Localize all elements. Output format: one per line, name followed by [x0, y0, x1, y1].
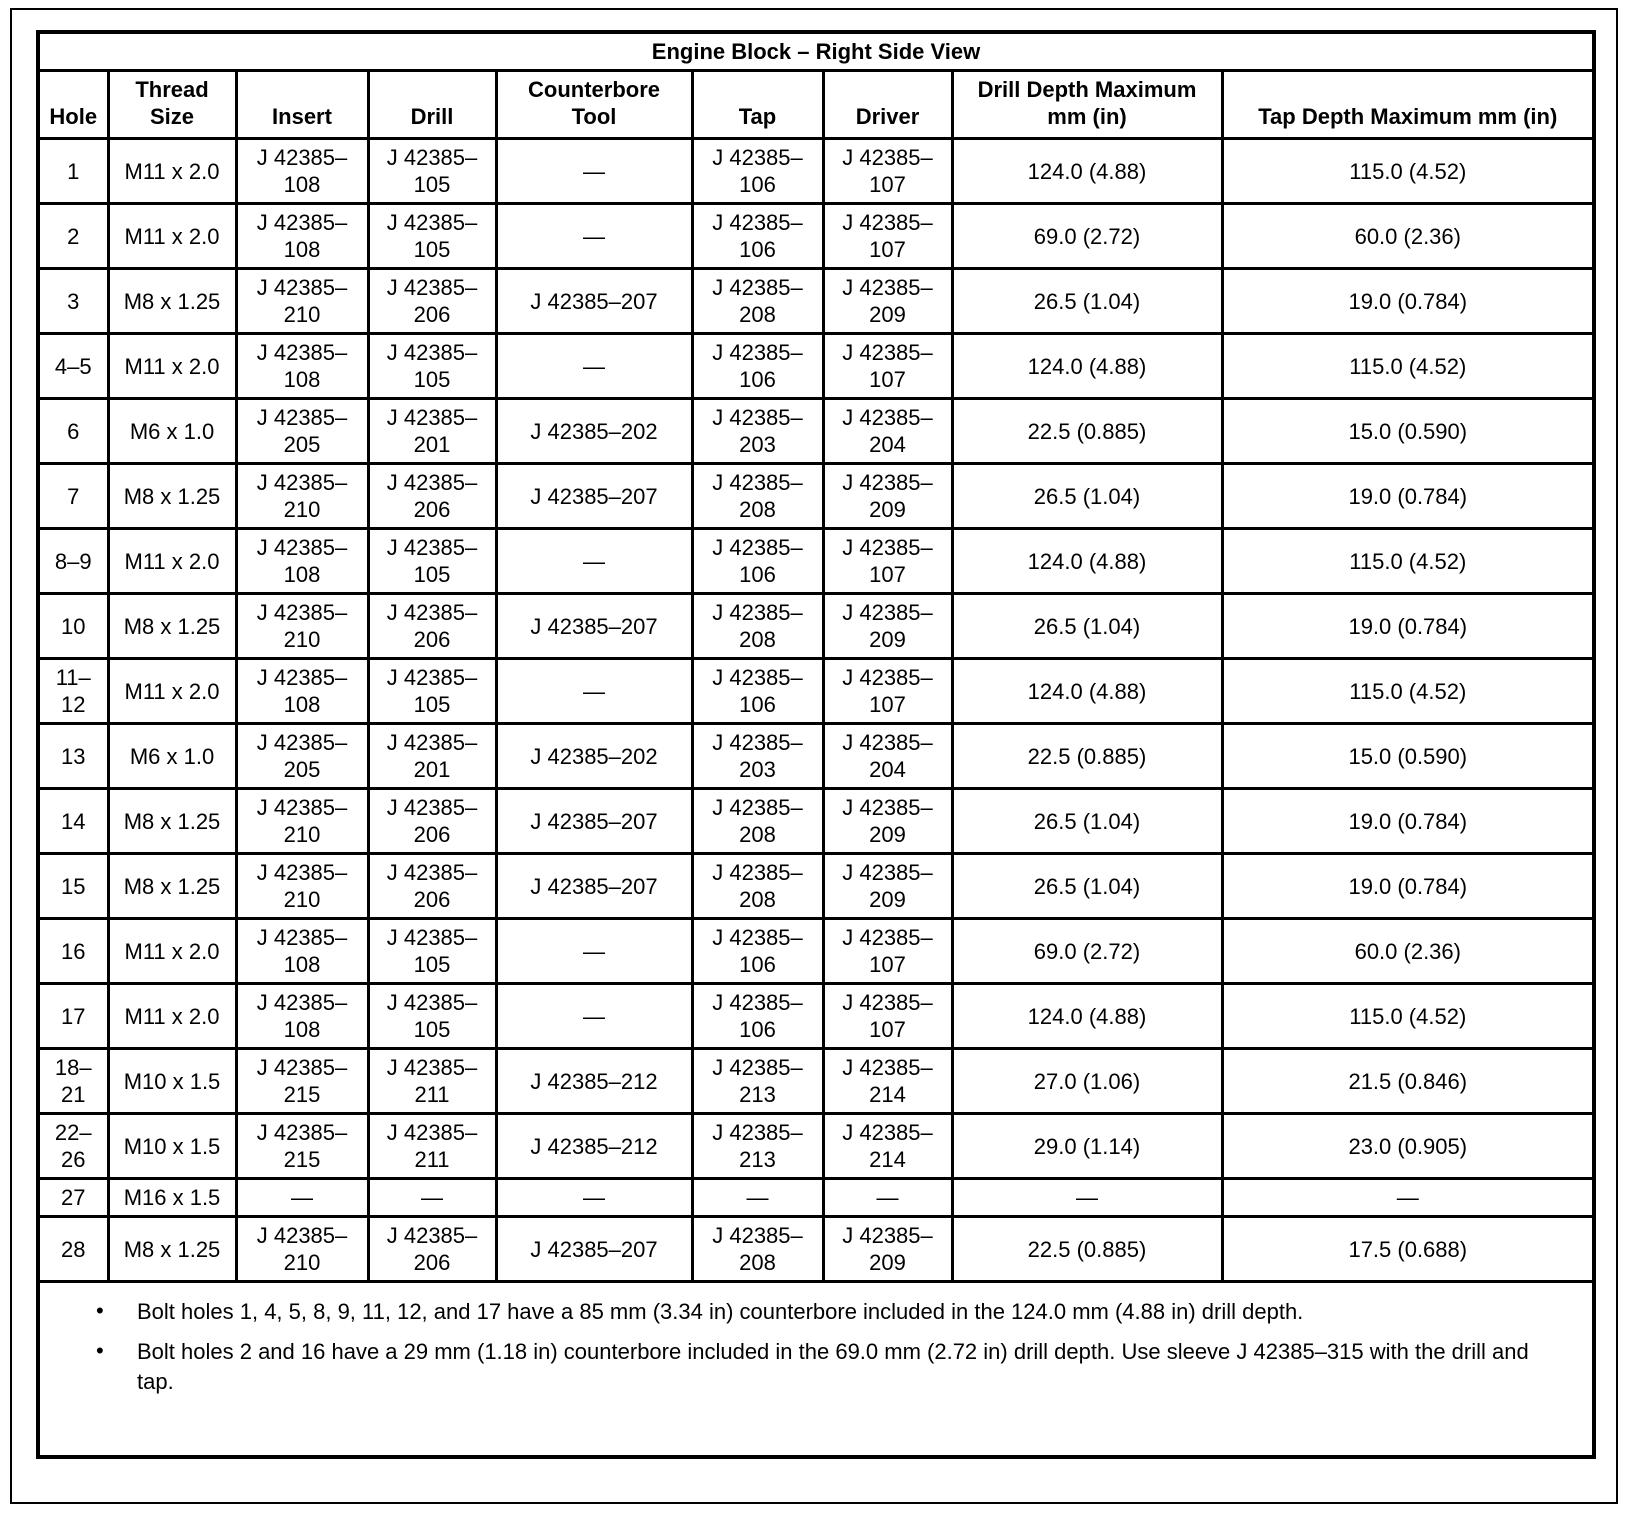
table-cell: J 42385–107: [823, 984, 952, 1049]
table-cell: J 42385–107: [823, 204, 952, 269]
table-cell: 11–12: [38, 659, 108, 724]
table-cell: 115.0 (4.52): [1222, 139, 1594, 204]
table-cell: M8 x 1.25: [108, 594, 236, 659]
column-header: Insert: [236, 71, 368, 139]
table-cell: M11 x 2.0: [108, 659, 236, 724]
table-cell: J 42385–209: [823, 464, 952, 529]
table-cell: J 42385–106: [692, 919, 823, 984]
table-cell: 21.5 (0.846): [1222, 1049, 1594, 1114]
table-cell: —: [496, 984, 692, 1049]
table-cell: M8 x 1.25: [108, 269, 236, 334]
table-cell: J 42385–106: [692, 204, 823, 269]
table-cell: J 42385–208: [692, 594, 823, 659]
table-cell: J 42385–105: [368, 919, 496, 984]
table-cell: J 42385–210: [236, 464, 368, 529]
table-cell: J 42385–208: [692, 1217, 823, 1282]
table-cell: M8 x 1.25: [108, 464, 236, 529]
header-row: [38, 71, 1594, 139]
table-cell: 15.0 (0.590): [1222, 399, 1594, 464]
title-row: [38, 32, 1594, 71]
table-cell: —: [368, 1179, 496, 1217]
table-cell: J 42385–212: [496, 1114, 692, 1179]
page-border: [10, 8, 1618, 1504]
table-cell: —: [496, 204, 692, 269]
table-cell: J 42385–205: [236, 399, 368, 464]
table-cell: J 42385–207: [496, 854, 692, 919]
table-cell: 13: [38, 724, 108, 789]
table-cell: M11 x 2.0: [108, 919, 236, 984]
table-cell: 26.5 (1.04): [952, 464, 1222, 529]
table-row: [38, 724, 1594, 789]
table-cell: J 42385–208: [692, 854, 823, 919]
table-cell: J 42385–203: [692, 724, 823, 789]
table-cell: J 42385–209: [823, 789, 952, 854]
table-cell: J 42385–208: [692, 464, 823, 529]
table-cell: J 42385–207: [496, 789, 692, 854]
table-cell: J 42385–210: [236, 789, 368, 854]
table-cell: —: [496, 1179, 692, 1217]
column-header: Drill: [368, 71, 496, 139]
engine-block-spec-table: [36, 30, 1596, 1459]
table-cell: J 42385–211: [368, 1114, 496, 1179]
table-cell: J 42385–214: [823, 1114, 952, 1179]
table-cell: —: [496, 919, 692, 984]
table-cell: J 42385–205: [236, 724, 368, 789]
table-cell: J 42385–105: [368, 139, 496, 204]
table-cell: J 42385–203: [692, 399, 823, 464]
table-cell: 124.0 (4.88): [952, 659, 1222, 724]
table-cell: 27: [38, 1179, 108, 1217]
table-cell: J 42385–202: [496, 399, 692, 464]
table-cell: J 42385–207: [496, 1217, 692, 1282]
table-row: [38, 204, 1594, 269]
table-cell: 124.0 (4.88): [952, 529, 1222, 594]
table-cell: J 42385–106: [692, 659, 823, 724]
table-title: Engine Block – Right Side View: [38, 32, 1594, 71]
footnote-row: [38, 1282, 1594, 1458]
table-cell: 22.5 (0.885): [952, 1217, 1222, 1282]
table-cell: 3: [38, 269, 108, 334]
table-cell: J 42385–107: [823, 659, 952, 724]
table-cell: M6 x 1.0: [108, 724, 236, 789]
table-row: [38, 919, 1594, 984]
table-cell: —: [496, 139, 692, 204]
column-header: Hole: [38, 71, 108, 139]
table-cell: 4–5: [38, 334, 108, 399]
footnote-section: [38, 1282, 1594, 1458]
table-row: [38, 1049, 1594, 1114]
table-cell: J 42385–206: [368, 854, 496, 919]
table-cell: J 42385–210: [236, 269, 368, 334]
table-body: [38, 139, 1594, 1282]
table-cell: M10 x 1.5: [108, 1114, 236, 1179]
table-cell: 26.5 (1.04): [952, 854, 1222, 919]
table-cell: 124.0 (4.88): [952, 984, 1222, 1049]
table-row: [38, 334, 1594, 399]
table-cell: M11 x 2.0: [108, 139, 236, 204]
table-cell: J 42385–208: [692, 789, 823, 854]
column-header: Counterbore Tool: [496, 71, 692, 139]
table-cell: 124.0 (4.88): [952, 139, 1222, 204]
table-cell: J 42385–214: [823, 1049, 952, 1114]
table-cell: 29.0 (1.14): [952, 1114, 1222, 1179]
table-cell: J 42385–108: [236, 334, 368, 399]
table-row: [38, 1179, 1594, 1217]
table-cell: J 42385–108: [236, 139, 368, 204]
table-cell: J 42385–209: [823, 1217, 952, 1282]
table-cell: J 42385–107: [823, 919, 952, 984]
table-cell: J 42385–209: [823, 594, 952, 659]
table-cell: J 42385–209: [823, 854, 952, 919]
table-cell: J 42385–206: [368, 594, 496, 659]
table-row: [38, 139, 1594, 204]
table-cell: J 42385–207: [496, 594, 692, 659]
table-cell: 26.5 (1.04): [952, 269, 1222, 334]
table-cell: 1: [38, 139, 108, 204]
table-row: [38, 789, 1594, 854]
table-cell: J 42385–106: [692, 529, 823, 594]
table-cell: 69.0 (2.72): [952, 919, 1222, 984]
table-cell: 14: [38, 789, 108, 854]
table-row: [38, 269, 1594, 334]
table-cell: 60.0 (2.36): [1222, 204, 1594, 269]
table-cell: 19.0 (0.784): [1222, 854, 1594, 919]
table-cell: M11 x 2.0: [108, 529, 236, 594]
table-cell: 22–26: [38, 1114, 108, 1179]
table-cell: J 42385–206: [368, 789, 496, 854]
table-cell: J 42385–108: [236, 659, 368, 724]
table-cell: 19.0 (0.784): [1222, 269, 1594, 334]
table-cell: J 42385–108: [236, 529, 368, 594]
table-cell: 19.0 (0.784): [1222, 789, 1594, 854]
table-cell: J 42385–107: [823, 529, 952, 594]
table-cell: J 42385–206: [368, 269, 496, 334]
table-cell: J 42385–106: [692, 334, 823, 399]
table-cell: J 42385–108: [236, 984, 368, 1049]
table-cell: J 42385–211: [368, 1049, 496, 1114]
footnote-text: Bolt holes 2 and 16 have a 29 mm (1.18 in) counterbore included in the 69.0 mm (2.72 in) drill depth. Use sleeve J 42385–315 with the drill and tap.: [137, 1339, 1529, 1394]
table-cell: 10: [38, 594, 108, 659]
table-cell: J 42385–107: [823, 139, 952, 204]
table-cell: J 42385–206: [368, 1217, 496, 1282]
table-cell: 15.0 (0.590): [1222, 724, 1594, 789]
table-row: [38, 464, 1594, 529]
table-cell: J 42385–201: [368, 399, 496, 464]
table-cell: 17.5 (0.688): [1222, 1217, 1594, 1282]
table-cell: J 42385–210: [236, 854, 368, 919]
bullet-icon: •: [96, 1338, 104, 1363]
table-cell: M11 x 2.0: [108, 984, 236, 1049]
table-cell: —: [1222, 1179, 1594, 1217]
table-row: [38, 854, 1594, 919]
table-cell: —: [823, 1179, 952, 1217]
table-cell: 69.0 (2.72): [952, 204, 1222, 269]
table-cell: 28: [38, 1217, 108, 1282]
column-header: Tap: [692, 71, 823, 139]
table-row: [38, 659, 1594, 724]
table-cell: 26.5 (1.04): [952, 789, 1222, 854]
table-cell: J 42385–209: [823, 269, 952, 334]
table-cell: —: [496, 659, 692, 724]
table-cell: M8 x 1.25: [108, 854, 236, 919]
table-cell: 124.0 (4.88): [952, 334, 1222, 399]
footnote-list: [40, 1297, 1572, 1397]
table-cell: —: [496, 334, 692, 399]
table-cell: 23.0 (0.905): [1222, 1114, 1594, 1179]
table-row: [38, 1114, 1594, 1179]
table-cell: 19.0 (0.784): [1222, 464, 1594, 529]
column-header: Tap Depth Maximum mm (in): [1222, 71, 1594, 139]
table-row: [38, 594, 1594, 659]
table-cell: 115.0 (4.52): [1222, 334, 1594, 399]
table-cell: J 42385–215: [236, 1049, 368, 1114]
table-cell: J 42385–201: [368, 724, 496, 789]
table-row: [38, 1217, 1594, 1282]
table-cell: 115.0 (4.52): [1222, 529, 1594, 594]
table-cell: J 42385–213: [692, 1114, 823, 1179]
table-cell: M11 x 2.0: [108, 204, 236, 269]
table-row: [38, 529, 1594, 594]
table-cell: J 42385–207: [496, 464, 692, 529]
table-cell: 115.0 (4.52): [1222, 659, 1594, 724]
table-cell: —: [952, 1179, 1222, 1217]
table-cell: J 42385–208: [692, 269, 823, 334]
table-cell: J 42385–105: [368, 334, 496, 399]
table-cell: 17: [38, 984, 108, 1049]
table-cell: 115.0 (4.52): [1222, 984, 1594, 1049]
table-cell: 16: [38, 919, 108, 984]
table-cell: M8 x 1.25: [108, 789, 236, 854]
table-cell: J 42385–108: [236, 204, 368, 269]
table-cell: 60.0 (2.36): [1222, 919, 1594, 984]
table-cell: J 42385–210: [236, 1217, 368, 1282]
table-cell: M16 x 1.5: [108, 1179, 236, 1217]
table-cell: 22.5 (0.885): [952, 724, 1222, 789]
table-cell: 7: [38, 464, 108, 529]
table-cell: J 42385–204: [823, 399, 952, 464]
table-cell: J 42385–213: [692, 1049, 823, 1114]
table-cell: 6: [38, 399, 108, 464]
table-cell: J 42385–108: [236, 919, 368, 984]
column-header: Driver: [823, 71, 952, 139]
table-cell: J 42385–105: [368, 204, 496, 269]
footnote-text: Bolt holes 1, 4, 5, 8, 9, 11, 12, and 17 have a 85 mm (3.34 in) counterbore included in the 124.0 mm (4.88 in) drill depth.: [137, 1299, 1304, 1324]
table-cell: J 42385–106: [692, 139, 823, 204]
table-cell: 19.0 (0.784): [1222, 594, 1594, 659]
column-header: Thread Size: [108, 71, 236, 139]
table-cell: —: [496, 529, 692, 594]
table-cell: J 42385–204: [823, 724, 952, 789]
table-cell: J 42385–206: [368, 464, 496, 529]
table-cell: J 42385–212: [496, 1049, 692, 1114]
table-cell: J 42385–105: [368, 529, 496, 594]
table-cell: J 42385–215: [236, 1114, 368, 1179]
column-header: Drill Depth Maximum mm (in): [952, 71, 1222, 139]
table-cell: —: [692, 1179, 823, 1217]
footnote-item: [40, 1297, 1572, 1327]
table-cell: M8 x 1.25: [108, 1217, 236, 1282]
table-cell: 8–9: [38, 529, 108, 594]
table-cell: 2: [38, 204, 108, 269]
table-cell: 15: [38, 854, 108, 919]
table-cell: 26.5 (1.04): [952, 594, 1222, 659]
table-cell: J 42385–210: [236, 594, 368, 659]
table-cell: M11 x 2.0: [108, 334, 236, 399]
table-row: [38, 399, 1594, 464]
table-cell: J 42385–202: [496, 724, 692, 789]
table-row: [38, 984, 1594, 1049]
table-cell: 27.0 (1.06): [952, 1049, 1222, 1114]
table-cell: J 42385–107: [823, 334, 952, 399]
table-cell: J 42385–207: [496, 269, 692, 334]
table-cell: M6 x 1.0: [108, 399, 236, 464]
bullet-icon: •: [96, 1298, 104, 1323]
table-cell: —: [236, 1179, 368, 1217]
table-cell: 22.5 (0.885): [952, 399, 1222, 464]
table-cell: J 42385–105: [368, 659, 496, 724]
footnote-item: [40, 1337, 1572, 1397]
table-cell: M10 x 1.5: [108, 1049, 236, 1114]
table-cell: 18–21: [38, 1049, 108, 1114]
table-cell: J 42385–105: [368, 984, 496, 1049]
table-cell: J 42385–106: [692, 984, 823, 1049]
